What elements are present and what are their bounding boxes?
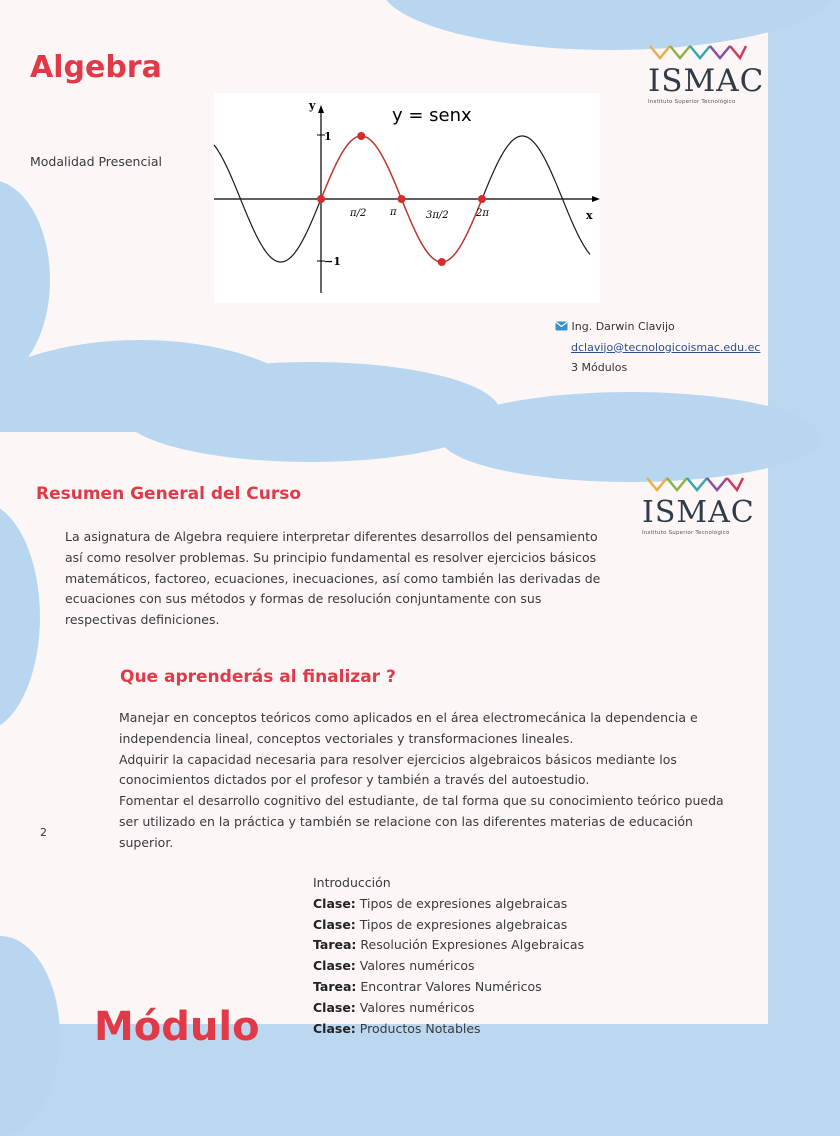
module-item-text: Tipos de expresiones algebraicas (355, 895, 568, 911)
module-item (313, 998, 584, 1019)
sine-chart (214, 93, 600, 303)
x-tick-label: π (390, 207, 397, 218)
module-item (313, 956, 584, 977)
logo-text: ISMAC (642, 495, 755, 530)
y-tick-label-neg1: −1 (324, 255, 341, 268)
decorative-blob (0, 936, 60, 1136)
slide-module (0, 856, 768, 1050)
equation-label: y = senx (392, 105, 472, 126)
module-item-text: Encontrar Valores Numéricos (356, 978, 542, 994)
module-item-text: Resolución Expresiones Algebraicas (356, 937, 585, 953)
instructor-line (555, 317, 760, 338)
module-item-text: Tipos de expresiones algebraicas (355, 916, 568, 932)
curve-point (317, 195, 325, 203)
x-tick-label: 2π (476, 208, 489, 219)
module-item-type: Tarea: (313, 978, 357, 994)
decorative-blob (0, 502, 40, 732)
module-item (313, 977, 584, 998)
module-item-text: Valores numéricos (355, 958, 475, 974)
decorative-blob (380, 0, 840, 50)
module-item (313, 1019, 584, 1040)
x-axis-arrow (592, 196, 600, 202)
logo-text: ISMAC (648, 63, 765, 99)
x-tick-label: π/2 (350, 208, 367, 219)
logo-subtitle: Instituto Superior Tecnológico (648, 99, 736, 105)
module-item-text: Valores numéricos (355, 999, 475, 1015)
module-list (313, 873, 584, 1039)
module-item (313, 894, 584, 915)
section-heading: Resumen General del Curso (36, 484, 302, 504)
module-heading: Módulo (94, 1004, 260, 1050)
contact-block (555, 317, 760, 379)
objectives-paragraph: Manejar en conceptos teóricos como aplicados en el área electromecánica la dependencia e independencia lineal, conceptos vectoriales y transformaciones lineales. Adquirir la capacidad necesaria para resolver ejercicios algebraicos básicos mediante los conocimientos dictados por el profesor y también a través del autoestudio. Fomentar el desarrollo cognitivo del estudiante, de tal forma que su conocimiento teórico pueda ser utilizado en la práctica y también se relacione con las diferentes materias de educación superior. (119, 710, 724, 850)
x-tick-label: 3π/2 (426, 210, 449, 221)
logo-subtitle: Instituto Superior Tecnológico (642, 530, 730, 536)
module-item (313, 935, 584, 956)
page-number: 2 (40, 826, 47, 839)
logo-zigzag-icon (648, 40, 748, 62)
module-item-type: Tarea: (313, 937, 357, 953)
ismac-logo (648, 40, 765, 105)
y-tick-label-1: 1 (324, 130, 332, 143)
envelope-icon (555, 321, 568, 331)
curve-point (357, 132, 365, 140)
page-title: Algebra (30, 50, 162, 85)
sine-graph (214, 93, 600, 303)
curve-point (438, 258, 446, 266)
logo-zigzag-icon (642, 472, 748, 494)
learning-heading: Que aprenderás al finalizar ? (120, 667, 396, 687)
modules-count: 3 Módulos (571, 361, 628, 374)
module-item-type: Clase: (313, 1020, 356, 1036)
decorative-blob (0, 180, 50, 380)
module-item (313, 873, 584, 894)
ismac-logo (642, 472, 755, 536)
module-item-text: Productos Notables (355, 1020, 481, 1036)
y-axis-label: y (309, 99, 316, 112)
summary-paragraph: La asignatura de Algebra requiere interpretar diferentes desarrollos del pensamiento así como resolver problemas. Su principio fundamental es resolver ejercicios básicos matemáticos, factoreo, ecuaciones, inecuaciones, así como también las derivadas de ecuaciones con sus métodos y formas de resolución conjuntamente con sus respectivas definiciones. (65, 529, 601, 628)
module-item-type: Clase: (313, 916, 356, 932)
email-link[interactable]: dclavijo@tecnologicoismac.edu.ec (571, 340, 761, 354)
module-item-type: Clase: (313, 895, 356, 911)
decorative-blob (120, 362, 500, 462)
module-item (313, 915, 584, 936)
module-item-type: Clase: (313, 999, 356, 1015)
instructor-name: Ing. Darwin Clavijo (571, 320, 675, 333)
curve-point (478, 195, 486, 203)
x-axis-label: x (586, 209, 593, 222)
modality-text: Modalidad Presencial (30, 154, 162, 169)
module-item-type: Clase: (313, 958, 356, 974)
module-item-text: Introducción (313, 875, 391, 890)
curve-point (398, 195, 406, 203)
slide-summary (0, 432, 768, 856)
decorative-blob (440, 392, 820, 482)
y-axis-arrow (318, 105, 324, 113)
